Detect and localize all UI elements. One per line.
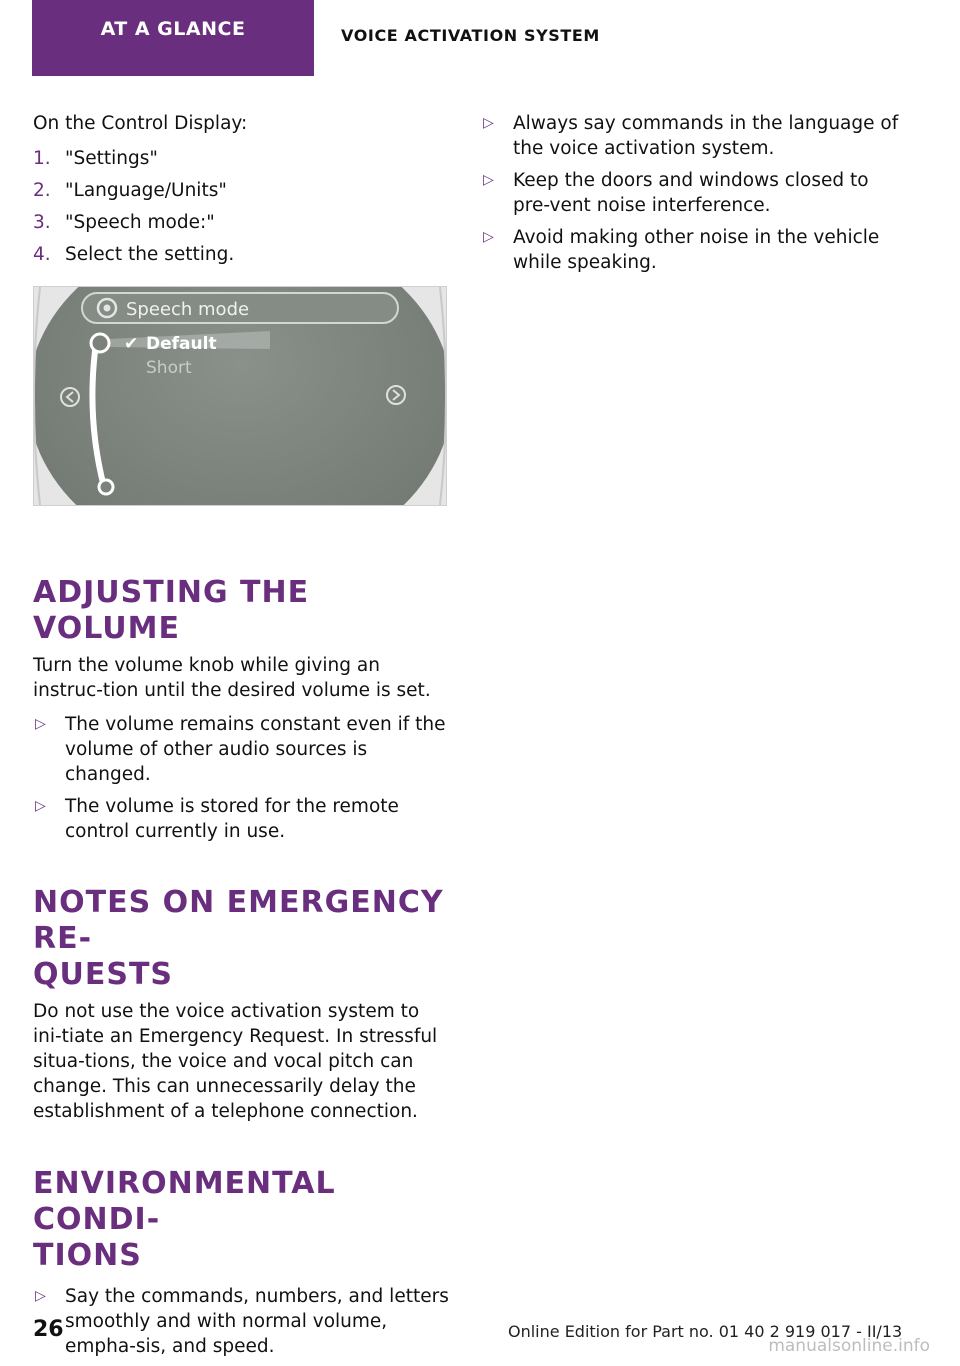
triangle-bullet-icon: ▷ bbox=[35, 716, 46, 732]
list-item bbox=[481, 111, 901, 161]
environment-heading-line2: TIONS bbox=[33, 1238, 142, 1273]
controller-knob-icon bbox=[99, 480, 113, 494]
option-default[interactable]: Default bbox=[146, 334, 217, 354]
list-item bbox=[33, 146, 453, 171]
step-text: "Language/Units" bbox=[65, 180, 227, 201]
emergency-heading-line2: QUESTS bbox=[33, 957, 174, 992]
intro-text: On the Control Display: bbox=[33, 113, 248, 134]
emergency-heading-line1: NOTES ON EMERGENCY RE- bbox=[33, 885, 444, 956]
list-item bbox=[33, 210, 453, 235]
screen-title: Speech mode bbox=[126, 299, 250, 320]
list-item bbox=[33, 178, 453, 203]
triangle-bullet-icon: ▷ bbox=[35, 1288, 46, 1304]
bullet-text: Always say commands in the language of the voice activation system. bbox=[513, 113, 899, 159]
triangle-bullet-icon: ▷ bbox=[483, 115, 494, 131]
list-item bbox=[481, 225, 901, 275]
bullet-text: The volume is stored for the remote control currently in use. bbox=[65, 796, 399, 842]
step-number: 4. bbox=[33, 244, 51, 265]
section-title: VOICE ACTIVATION SYSTEM bbox=[341, 26, 600, 45]
checkmark-icon: ✔ bbox=[124, 334, 139, 354]
list-item bbox=[481, 168, 901, 218]
page-number: 26 bbox=[33, 1317, 64, 1342]
edition-footer: Online Edition for Part no. 01 40 2 919 017 - II/13 bbox=[508, 1322, 903, 1341]
environment-heading-line1: ENVIRONMENTAL CONDI- bbox=[33, 1166, 336, 1237]
speech-mode-display bbox=[34, 287, 446, 505]
bullet-text: Keep the doors and windows closed to pre-vent noise interference. bbox=[513, 170, 869, 216]
list-item bbox=[33, 794, 453, 844]
step-number: 1. bbox=[33, 148, 51, 169]
chapter-tab bbox=[32, 0, 314, 76]
step-text: "Speech mode:" bbox=[65, 212, 215, 233]
volume-bullets bbox=[33, 712, 453, 844]
right-column bbox=[481, 111, 901, 282]
triangle-bullet-icon: ▷ bbox=[483, 229, 494, 245]
watermark: manualsonline.info bbox=[768, 1336, 930, 1356]
steps-list bbox=[33, 146, 453, 267]
control-display-screenshot bbox=[33, 286, 447, 506]
bullet-text: The volume remains constant even if the volume of other audio sources is changed. bbox=[65, 714, 446, 785]
volume-heading: ADJUSTING THE VOLUME bbox=[33, 575, 310, 646]
step-text: "Settings" bbox=[65, 148, 158, 169]
list-item bbox=[33, 242, 453, 267]
option-short[interactable]: Short bbox=[146, 358, 192, 378]
step-number: 2. bbox=[33, 180, 51, 201]
bullet-text: Avoid making other noise in the vehicle while speaking. bbox=[513, 227, 880, 273]
list-item bbox=[33, 712, 453, 787]
right-bullets bbox=[481, 111, 901, 275]
chapter-tab-label: AT A GLANCE bbox=[100, 18, 246, 40]
environment-bullets bbox=[33, 1284, 453, 1359]
step-text: Select the setting. bbox=[65, 244, 235, 265]
triangle-bullet-icon: ▷ bbox=[35, 798, 46, 814]
emergency-text: Do not use the voice activation system to ini-tiate an Emergency Request. In stressful situa-tions, the voice and vocal pitch can change. This can unnecessarily delay the establishment of a telephone connection. bbox=[33, 1001, 438, 1122]
bullet-text: Say the commands, numbers, and letters smoothly and with normal volume, empha-sis, and speed. bbox=[65, 1286, 449, 1357]
step-number: 3. bbox=[33, 212, 51, 233]
list-item bbox=[33, 1284, 453, 1359]
volume-text: Turn the volume knob while giving an instruc-tion until the desired volume is set. bbox=[33, 655, 431, 701]
triangle-bullet-icon: ▷ bbox=[483, 172, 494, 188]
